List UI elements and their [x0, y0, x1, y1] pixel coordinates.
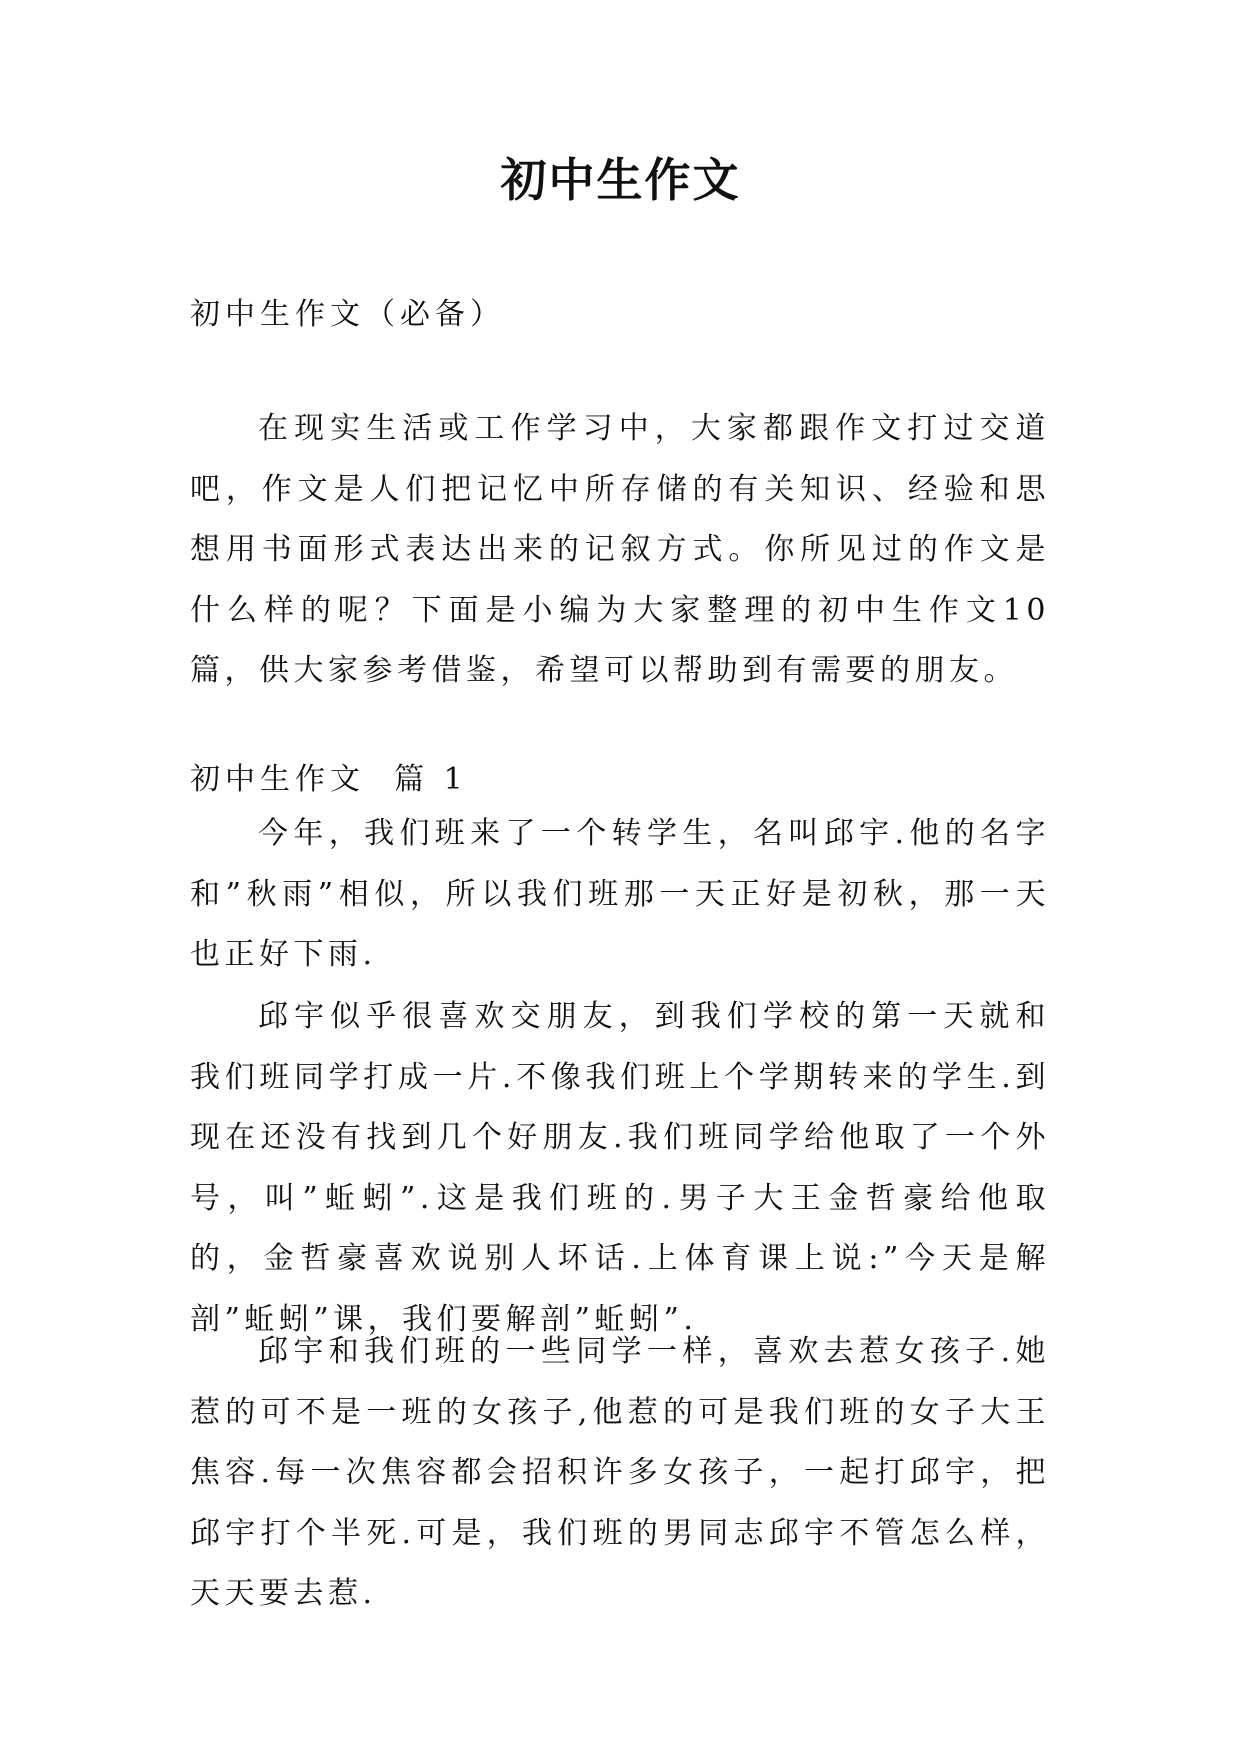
- document-title: 初中生作文: [500, 153, 741, 207]
- document-subtitle: 初中生作文（必备）: [190, 297, 505, 332]
- intro-paragraph: 在现实生活或工作学习中，大家都跟作文打过交道吧，作文是人们把记忆中所存储的有关知识、经验和思想用书面形式表达出来的记叙方式。你所见过的作文是什么样的呢？下面是小编为大家整理的初中生作文10篇，供大家参考借鉴，希望可以帮助到有需要的朋友。: [190, 411, 1050, 688]
- body-paragraph: 邱宇和我们班的一些同学一样，喜欢去惹女孩子.她惹的可不是一班的女孩子,他惹的可是我们班的女子大王焦容.每一次焦容都会招积许多女孩子，一起打邱宇，把邱宇打个半死.可是，我们班的男同志邱宇不管怎么样，天天要去惹.: [190, 1334, 1050, 1611]
- body-paragraph: 邱宇似乎很喜欢交朋友，到我们学校的第一天就和我们班同学打成一片.不像我们班上个学期转来的学生.到现在还没有找到几个好朋友.我们班同学给他取了一个外号，叫”蚯蚓”.这是我们班的.男子大王金哲豪给他取的，金哲豪喜欢说别人坏话.上体育课上说:”今天是解剖”蚯蚓”课，我们要解剖”蚯蚓”.: [190, 999, 1050, 1337]
- body-paragraph: 今年，我们班来了一个转学生，名叫邱宇.他的名字和”秋雨”相似，所以我们班那一天正好是初秋，那一天也正好下雨.: [190, 816, 1050, 972]
- section-heading: 初中生作文 篇 1: [190, 762, 468, 797]
